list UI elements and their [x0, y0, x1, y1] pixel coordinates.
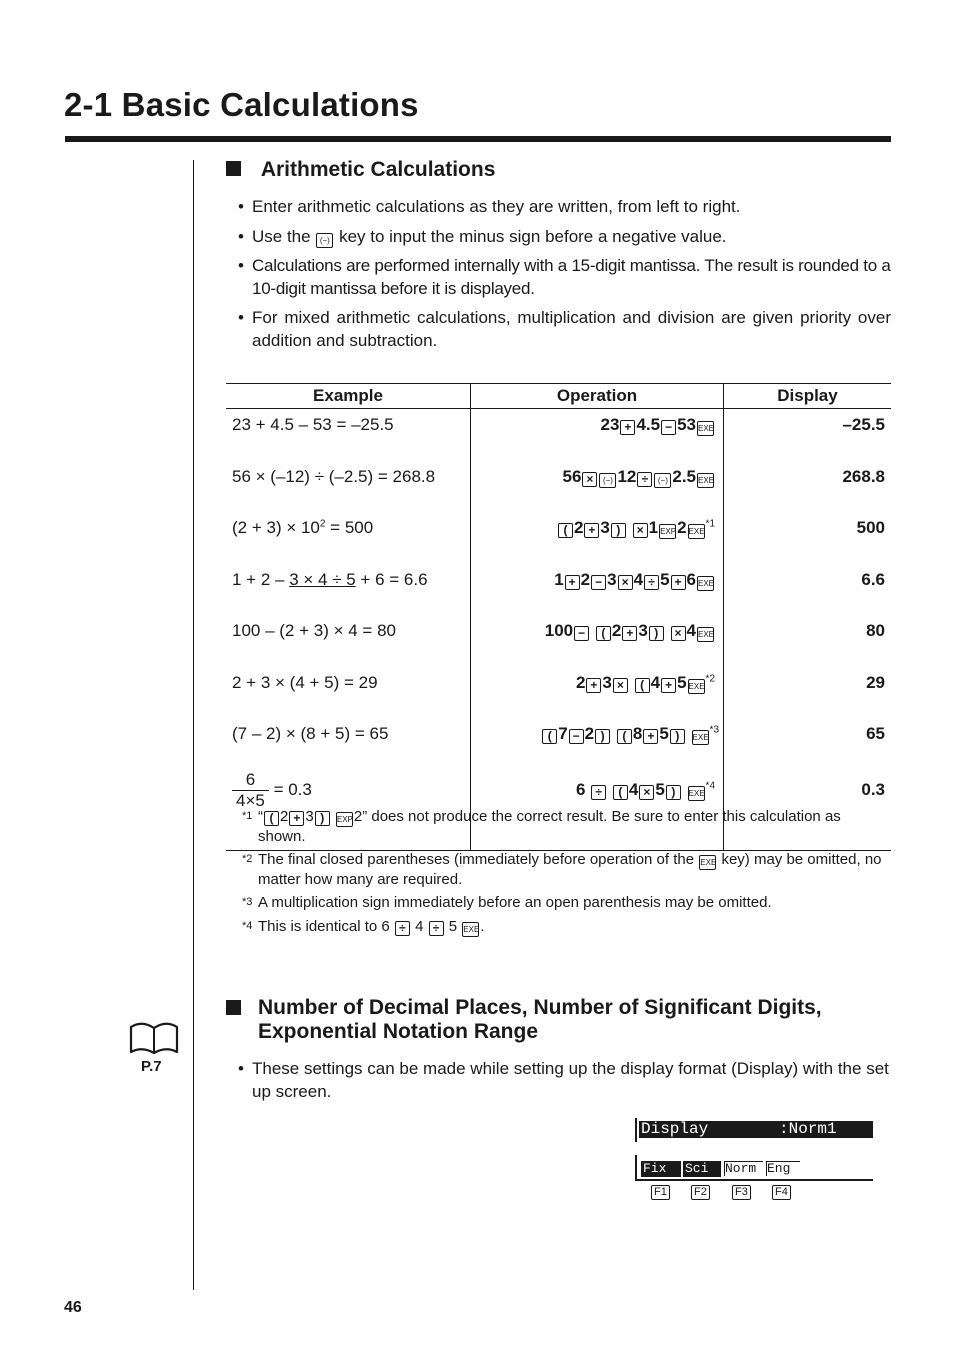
screen-row-value: :Norm1 [779, 1120, 837, 1138]
op-number: 7 [558, 724, 568, 743]
op-number: 1 [554, 569, 564, 589]
exe-key-icon: EXE [697, 627, 714, 642]
example-text: = 500 [325, 518, 374, 537]
section-heading-decimal-places [226, 996, 891, 1046]
exe-key-icon: EXE [697, 473, 714, 488]
page-reference[interactable] [128, 1022, 180, 1082]
screen-highlighted-row [639, 1121, 873, 1138]
exe-key-icon: EXE [697, 421, 714, 436]
close-paren-key-icon: ) [666, 785, 681, 800]
op-number: 3 [638, 621, 648, 640]
plus-key-icon: + [620, 420, 635, 435]
exponent: 2 [319, 518, 326, 530]
table-row [226, 512, 891, 564]
operation-cell [471, 667, 724, 719]
footnote-text-part: 2” does not produce the correct result. Be sure to enter this calculation as shown. [258, 808, 841, 845]
bullet-dot: • [238, 256, 244, 275]
footnote-1 [242, 807, 891, 847]
op-number: 2 [677, 518, 687, 537]
example-cell: 2 + 3 × (4 + 5) = 29 [232, 672, 378, 692]
exe-key-icon: EXE [688, 679, 705, 694]
op-number: 4 [650, 672, 661, 692]
bullet-item [238, 254, 891, 300]
menu-item-fix[interactable]: Fix [641, 1161, 681, 1177]
close-paren-key-icon: ) [315, 811, 330, 826]
footnote-text: A multiplication sign immediately before an open parenthesis may be omitted. [258, 894, 772, 911]
op-number: 1 [648, 518, 659, 537]
example-text: = 0.3 [268, 779, 312, 799]
column-header-operation: Operation [471, 384, 724, 409]
title-rule [65, 136, 891, 142]
bullet-item [238, 195, 891, 218]
minus-key-icon: − [574, 626, 589, 641]
operation-cell [471, 461, 724, 513]
footnote-text-part: . [480, 918, 485, 935]
minus-key-icon: − [569, 729, 584, 744]
margin-divider [193, 160, 194, 1290]
example-cell: 100 – (2 + 3) × 4 = 80 [232, 621, 396, 640]
plus-key-icon: + [671, 575, 686, 590]
op-number: 6 [575, 779, 586, 799]
exe-key-icon: EXE [462, 922, 479, 937]
operation-cell [471, 564, 724, 616]
op-number: 3 [607, 569, 617, 589]
exe-key-icon: EXE [697, 576, 714, 591]
table-header-row [226, 384, 891, 409]
column-header-example: Example [226, 384, 471, 409]
bullet-text: These settings can be made while setting up the display format (Display) with the set up screen. [252, 1059, 889, 1101]
plus-key-icon: + [584, 523, 599, 538]
footnote-text-part: key) may be omitted, no matter how many are required. [258, 851, 882, 888]
open-paren-key-icon: ( [613, 785, 628, 800]
op-number: 4.5 [636, 415, 661, 434]
op-number: 5 [655, 779, 665, 799]
op-number: 6 [686, 569, 696, 589]
bullet-item [238, 306, 891, 352]
op-number: 4 [686, 621, 696, 640]
divide-key-icon: ÷ [429, 921, 444, 936]
footnote-text-part: The final closed parentheses (immediately before operation of the [258, 851, 695, 868]
times-key-icon: × [671, 626, 686, 641]
screen-left-border [635, 1155, 637, 1181]
fraction [232, 770, 269, 811]
bullet-text-part: key to input the minus sign before a negative value. [339, 227, 727, 246]
page-number: 46 [64, 1299, 82, 1316]
display-cell: –25.5 [724, 409, 892, 461]
bullet-item [238, 225, 891, 248]
footnote-text-part: 2 [280, 808, 289, 825]
footnote-text-part: 3 [305, 808, 314, 825]
table-row [226, 409, 891, 461]
negative-key-icon: (−) [599, 473, 616, 488]
footnote-marker: *2 [705, 672, 715, 684]
bullet-dot: • [238, 308, 244, 327]
bullet-text: Enter arithmetic calculations as they are written, from left to right. [252, 197, 741, 216]
f2-key[interactable]: F2 [691, 1185, 710, 1200]
op-number: 5 [677, 672, 687, 692]
footnote-2 [242, 850, 891, 890]
bullet-text-part: Use the [252, 227, 311, 246]
op-number: 8 [632, 724, 643, 743]
example-cell [226, 512, 471, 564]
section-heading-line1: Number of Decimal Places, Number of Significant Digits, [258, 996, 822, 1019]
example-cell: (7 – 2) × (8 + 5) = 65 [232, 724, 389, 743]
example-cell [226, 564, 471, 616]
open-paren-key-icon: ( [635, 678, 650, 693]
table-row [226, 615, 891, 667]
exp-key-icon: EXP [336, 812, 353, 827]
op-number: 53 [677, 415, 696, 434]
fraction-numerator: 6 [232, 770, 269, 791]
menu-item-sci[interactable]: Sci [683, 1161, 721, 1177]
footnote-text-part: This is identical to 6 [258, 918, 390, 935]
op-number: 56 [562, 466, 582, 486]
display-cell: 29 [724, 667, 892, 719]
negative-key-icon: (−) [654, 473, 671, 488]
open-paren-key-icon: ( [542, 729, 557, 744]
op-number: 2 [580, 569, 591, 589]
example-cell: 23 + 4.5 – 53 = –25.5 [232, 415, 394, 434]
menu-item-norm[interactable]: Norm [724, 1161, 763, 1176]
example-text: 1 + 2 – [232, 569, 290, 589]
exe-key-icon: EXE [692, 730, 709, 745]
footnote-marker: *3 [242, 896, 253, 908]
plus-key-icon: + [289, 811, 304, 826]
operation-cell [471, 615, 724, 667]
page-title: 2-1 Basic Calculations [64, 86, 419, 123]
op-number: 100 [544, 621, 574, 640]
footnote-marker: *3 [709, 724, 719, 736]
op-number: 2 [573, 518, 584, 537]
close-paren-key-icon: ) [611, 523, 626, 538]
section-heading-arithmetic [226, 158, 495, 182]
op-number: 2 [611, 621, 622, 640]
footnote-marker: *1 [242, 810, 253, 822]
display-cell: 268.8 [724, 461, 892, 513]
open-paren-key-icon: ( [596, 626, 611, 641]
function-keys [651, 1185, 851, 1203]
exe-key-icon: EXE [699, 855, 716, 870]
column-header-display: Display [724, 384, 892, 409]
bullet-text: Calculations are performed internally with a 15-digit mantissa. The result is rounded to a 10-digit mantissa before it is displayed. [252, 256, 891, 298]
f3-key[interactable]: F3 [732, 1185, 751, 1200]
plus-key-icon: + [643, 729, 658, 744]
page-reference-label: P.7 [141, 1058, 162, 1075]
section-heading-line2: Exponential Notation Range [258, 1020, 539, 1043]
operation-cell [471, 409, 724, 461]
square-bullet-icon [226, 161, 241, 176]
times-key-icon: × [639, 785, 654, 800]
op-number: 3 [602, 672, 612, 692]
display-cell: 6.6 [724, 564, 892, 616]
operation-cell [471, 512, 724, 564]
op-number: 23 [600, 415, 620, 434]
section-heading-text: Arithmetic Calculations [260, 158, 496, 181]
close-paren-key-icon: ) [595, 729, 610, 744]
table-row [226, 667, 891, 719]
square-bullet-icon [226, 1000, 241, 1015]
footnote-text [258, 917, 891, 937]
times-key-icon: × [633, 523, 648, 538]
plus-key-icon: + [586, 678, 601, 693]
footnote-4 [242, 917, 891, 937]
footnote-marker: *1 [705, 518, 715, 530]
footnote-text [258, 850, 891, 889]
op-number: 5 [659, 724, 669, 743]
f1-key[interactable]: F1 [651, 1185, 670, 1200]
footnote-marker: *4 [242, 920, 253, 932]
example-underlined: 3 × 4 ÷ 5 [289, 569, 356, 589]
op-number: 2 [575, 672, 586, 692]
example-text: (2 + 3) × 10 [232, 518, 320, 537]
operation-cell [471, 718, 724, 770]
divide-key-icon: ÷ [644, 575, 659, 590]
menu-item-eng[interactable]: Eng [766, 1161, 800, 1176]
times-key-icon: × [582, 472, 597, 487]
exe-key-icon: EXE [688, 786, 705, 801]
example-cell: 56 × (–12) ÷ (–2.5) = 268.8 [232, 466, 436, 486]
footnote-text-part: 5 [448, 918, 458, 935]
op-number: 3 [600, 518, 610, 537]
bullet-dot: • [238, 197, 244, 216]
footnote-text [258, 807, 891, 846]
display-cell: 0.3 [724, 770, 892, 851]
display-cell: 65 [724, 718, 892, 770]
times-key-icon: × [618, 575, 633, 590]
op-number: 4 [633, 569, 644, 589]
close-paren-key-icon: ) [670, 729, 685, 744]
divide-key-icon: ÷ [637, 472, 652, 487]
minus-key-icon: − [591, 575, 606, 590]
op-number: 12 [617, 466, 637, 486]
bullet-text [252, 225, 891, 248]
plus-key-icon: + [661, 678, 676, 693]
close-paren-key-icon: ) [649, 626, 664, 641]
divide-key-icon: ÷ [395, 921, 410, 936]
open-paren-key-icon: ( [617, 729, 632, 744]
op-number: 5 [660, 569, 670, 589]
footnote-marker: *4 [705, 779, 715, 791]
plus-key-icon: + [565, 575, 580, 590]
bullet-text: For mixed arithmetic calculations, multiplication and division are given priority over addition and subtraction. [252, 308, 891, 350]
fraction-denominator: 4×5 [236, 790, 265, 810]
open-book-icon [128, 1022, 180, 1056]
screen-row-label: Display [641, 1120, 709, 1138]
bullet-dot: • [238, 227, 244, 246]
table-row [226, 718, 891, 770]
times-key-icon: × [613, 678, 628, 693]
example-text: + 6 = 6.6 [355, 569, 428, 589]
table-row [226, 461, 891, 513]
f4-key[interactable]: F4 [772, 1185, 791, 1200]
calculation-table [226, 383, 891, 851]
negative-key-icon: (−) [316, 233, 333, 248]
footnote-3 [242, 893, 891, 913]
display-cell: 500 [724, 512, 892, 564]
bullet-dot: • [238, 1059, 244, 1078]
footnote-text-part: “ [258, 808, 263, 825]
plus-key-icon: + [622, 626, 637, 641]
exp-key-icon: EXP [659, 524, 676, 539]
screen-left-border [635, 1118, 637, 1142]
footnote-text-part: 4 [415, 918, 424, 935]
minus-key-icon: − [661, 420, 676, 435]
screen-bottom-border [637, 1179, 873, 1181]
footnote-marker: *2 [242, 853, 253, 865]
open-paren-key-icon: ( [264, 811, 279, 826]
bullet-item [238, 1057, 891, 1103]
exe-key-icon: EXE [688, 524, 705, 539]
op-number: 4 [628, 779, 639, 799]
divide-key-icon: ÷ [591, 785, 606, 800]
op-number: 2 [584, 724, 595, 743]
table-row [226, 564, 891, 616]
display-cell: 80 [724, 615, 892, 667]
op-number: 2.5 [672, 466, 696, 486]
open-paren-key-icon: ( [558, 523, 573, 538]
